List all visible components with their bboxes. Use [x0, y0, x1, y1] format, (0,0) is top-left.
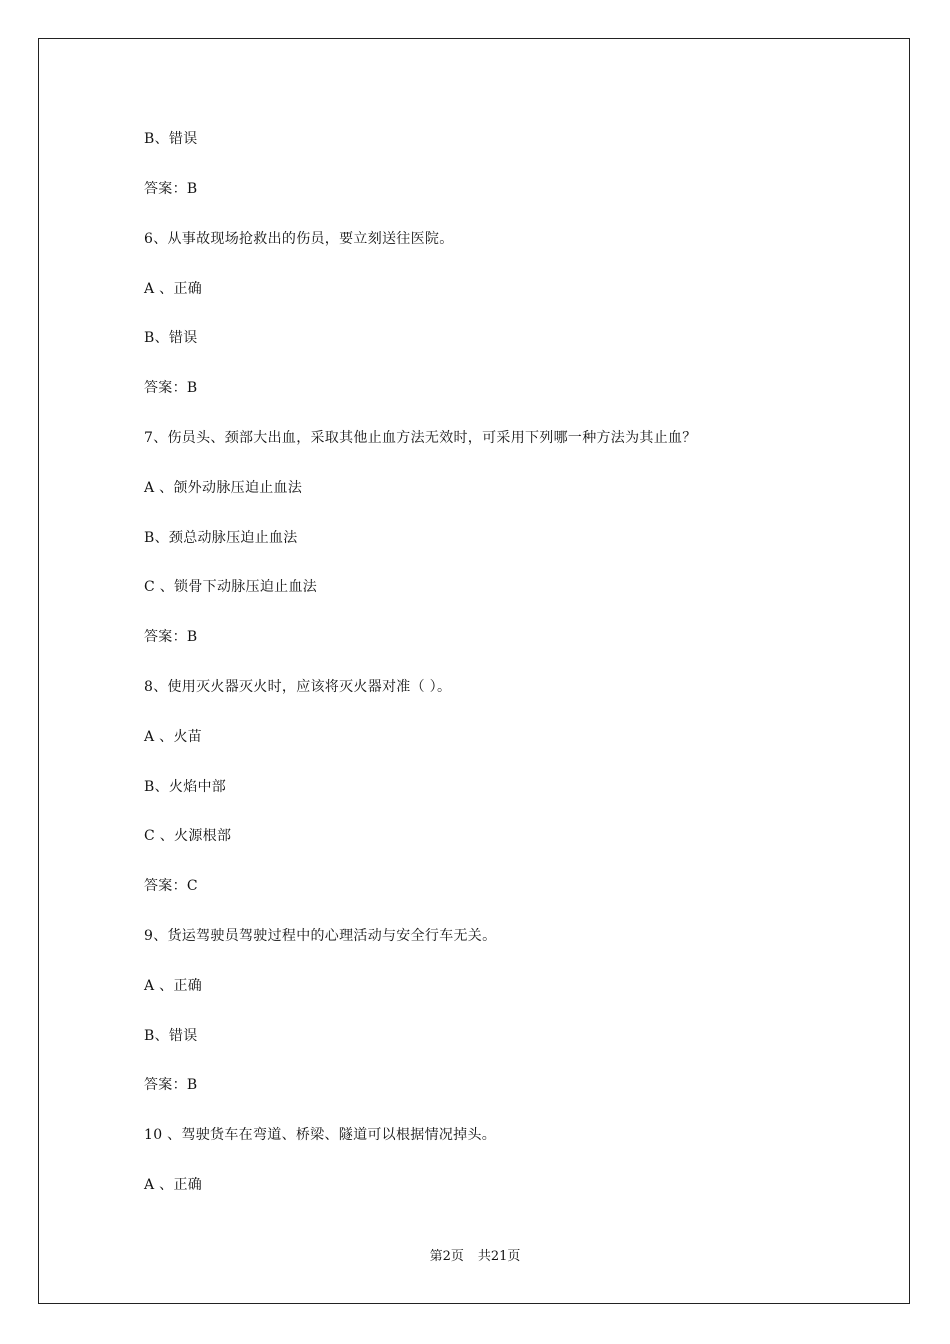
question-6: 6、从事故现场抢救出的伤员，要立刻送往医院。	[144, 231, 454, 247]
option-a: A 、火苗	[144, 729, 203, 745]
page-border	[38, 38, 910, 1304]
answer-label: 答案：B	[144, 1077, 198, 1093]
option-a-correct: A 、正确	[144, 281, 203, 297]
option-c: C 、锁骨下动脉压迫止血法	[144, 579, 318, 595]
option-a: A 、颌外动脉压迫止血法	[144, 480, 303, 496]
option-c: C 、火源根部	[144, 828, 232, 844]
answer-label: 答案：B	[144, 629, 198, 645]
question-9: 9、货运驾驶员驾驶过程中的心理活动与安全行车无关。	[144, 928, 497, 944]
option-b-wrong: B、错误	[144, 330, 198, 346]
option-b: B、颈总动脉压迫止血法	[144, 530, 298, 546]
question-8: 8、使用灭火器灭火时，应该将灭火器对准（ ）。	[144, 679, 452, 695]
page-footer	[0, 1248, 950, 1266]
answer-label: 答案：B	[144, 181, 198, 197]
option-b-wrong: B、错误	[144, 131, 198, 147]
question-10: 10 、驾驶货车在弯道、桥梁、隧道可以根据情况掉头。	[144, 1127, 497, 1143]
option-b: B、火焰中部	[144, 779, 227, 795]
page-total: 共21页	[477, 1249, 521, 1264]
answer-label: 答案：B	[144, 380, 198, 396]
option-b-wrong: B、错误	[144, 1028, 198, 1044]
answer-label: 答案：C	[144, 878, 198, 894]
page-number: 第2页	[429, 1249, 464, 1264]
option-a-correct: A 、正确	[144, 978, 203, 994]
question-7: 7、伤员头、颈部大出血，采取其他止血方法无效时，可采用下列哪一种方法为其止血？	[144, 430, 697, 446]
option-a-correct: A 、正确	[144, 1177, 203, 1193]
